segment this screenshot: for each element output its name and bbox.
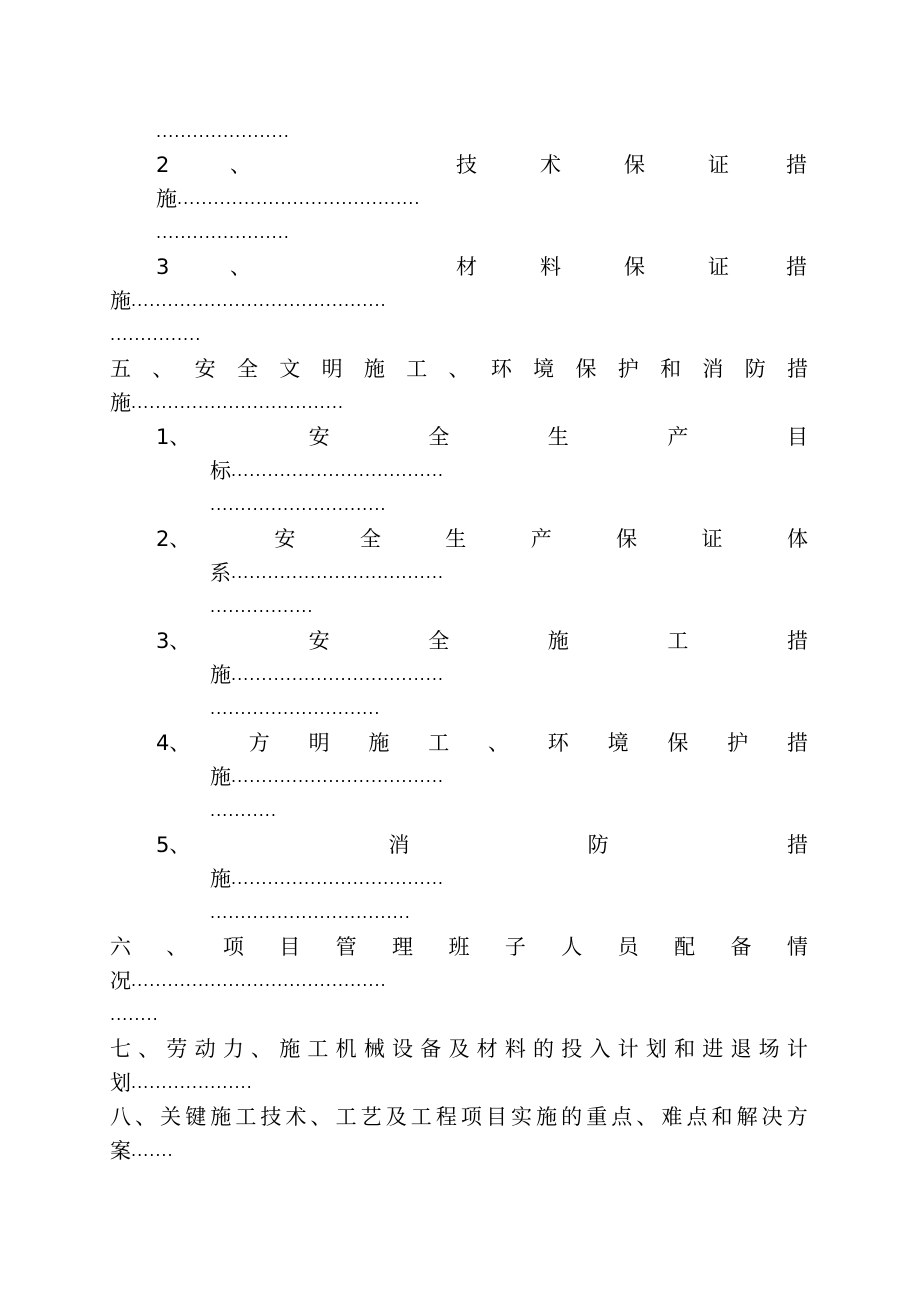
leader-dots: ...................... <box>156 223 290 242</box>
entry-char: 程 <box>435 1105 457 1129</box>
entry-head-char: 况 <box>110 969 131 993</box>
toc-entry-5-5[interactable] <box>156 828 808 862</box>
entry-char: 安 <box>194 357 216 381</box>
entry-char: 和 <box>711 1105 733 1129</box>
entry-char: 、 <box>152 357 174 381</box>
leader-dots: .................... <box>131 1073 253 1092</box>
toc-line-cont <box>110 1066 253 1100</box>
toc-line-cont <box>110 386 344 420</box>
toc-entry-5-2[interactable] <box>156 522 808 556</box>
entry-char: 明 <box>308 731 330 755</box>
entry-char: 证 <box>708 255 729 279</box>
entry-char: 目 <box>279 935 301 959</box>
entry-char: 施 <box>536 1105 558 1129</box>
entry-head-char: 划 <box>110 1071 131 1095</box>
entry-char: 六 <box>110 935 131 959</box>
entry-char: 保 <box>616 527 638 551</box>
entry-char: 和 <box>660 357 682 381</box>
entry-char: 关 <box>160 1105 182 1129</box>
entry-char: 施 <box>363 357 385 381</box>
leader-dots: ................................... <box>131 393 345 412</box>
entry-char: 配 <box>674 935 696 959</box>
toc-line-cont <box>210 556 444 590</box>
toc-entry-5[interactable] <box>110 352 808 386</box>
entry-char: 七 <box>110 1037 131 1061</box>
entry-char: 环 <box>490 357 512 381</box>
entry-char: 解 <box>736 1105 758 1129</box>
entry-char: 方 <box>248 731 270 755</box>
toc-entry-6[interactable] <box>110 930 808 964</box>
entry-char: 全 <box>428 425 450 449</box>
entry-char: 管 <box>335 935 357 959</box>
entry-number: 2 <box>156 153 170 177</box>
toc-line-cont <box>110 1134 174 1168</box>
entry-char: 施 <box>547 629 569 653</box>
entry-char: 目 <box>485 1105 507 1129</box>
entry-char: 实 <box>511 1105 532 1129</box>
entry-char: 、 <box>487 731 509 755</box>
toc-entry-5-1[interactable] <box>156 420 808 454</box>
entry-number: 3、 <box>156 629 191 653</box>
leader-dots: ...................... <box>156 122 290 141</box>
entry-char: 方 <box>786 1105 808 1129</box>
toc-line-dots <box>156 216 290 250</box>
entry-char: 目 <box>786 425 808 449</box>
entry-char: 械 <box>363 1037 385 1061</box>
entry-char: 、 <box>135 1105 157 1129</box>
entry-char: 安 <box>308 629 330 653</box>
entry-number: 3 <box>156 255 170 279</box>
entry-char: 、 <box>251 1037 273 1061</box>
entry-char: 明 <box>321 357 343 381</box>
entry-char: 全 <box>359 527 381 551</box>
toc-line-cont <box>210 760 444 794</box>
entry-char: 工 <box>428 731 450 755</box>
entry-char: 、 <box>636 1105 658 1129</box>
entry-char: 技 <box>260 1105 282 1129</box>
entry-head-char: 施 <box>156 187 177 211</box>
entry-char: 生 <box>445 527 467 551</box>
leader-dots: ............... <box>110 325 202 344</box>
entry-char: 施 <box>210 1105 232 1129</box>
entry-head-char: 系 <box>210 561 231 585</box>
entry-char: 措 <box>786 629 808 653</box>
entry-char: 的 <box>561 1105 583 1129</box>
entry-char: 施 <box>279 1037 301 1061</box>
entry-char: 、 <box>138 1037 160 1061</box>
toc-entry-5-3[interactable] <box>156 624 808 658</box>
entry-char: 动 <box>194 1037 216 1061</box>
entry-char: 产 <box>530 527 552 551</box>
entry-char: 措 <box>786 255 807 279</box>
entry-char: 及 <box>385 1105 407 1129</box>
leader-dots: ................................... <box>231 563 445 582</box>
entry-char: 重 <box>586 1105 608 1129</box>
entry-char: 八 <box>110 1105 131 1129</box>
entry-char: 保 <box>667 731 689 755</box>
toc-line-cont <box>210 454 444 488</box>
entry-char: 五 <box>110 357 131 381</box>
entry-char: 保 <box>624 255 645 279</box>
entry-number: 2、 <box>156 527 191 551</box>
toc-entry-4-3[interactable] <box>156 250 808 284</box>
entry-char: 防 <box>587 833 609 857</box>
leader-dots: ................................... <box>231 665 445 684</box>
entry-char: 证 <box>701 527 723 551</box>
leader-dots: .......................................... <box>131 971 387 990</box>
entry-char: 备 <box>730 935 752 959</box>
entry-char: 全 <box>428 629 450 653</box>
entry-char: 退 <box>730 1037 752 1061</box>
toc-line-cont <box>210 658 444 692</box>
leader-dots: ........... <box>210 801 277 820</box>
leader-dots: .......................................... <box>131 291 387 310</box>
entry-char: 点 <box>611 1105 633 1129</box>
entry-char: 备 <box>420 1037 442 1061</box>
toc-entry-5-4[interactable] <box>156 726 808 760</box>
entry-char: 施 <box>368 731 390 755</box>
entry-separator: 、 <box>230 153 251 177</box>
entry-head-char: 施 <box>210 663 231 687</box>
entry-char: 项 <box>460 1105 482 1129</box>
entry-char: 术 <box>540 153 561 177</box>
entry-char: 环 <box>547 731 569 755</box>
entry-char: 措 <box>786 731 808 755</box>
entry-char: 决 <box>761 1105 783 1129</box>
entry-char: 工 <box>307 1037 329 1061</box>
entry-char: 场 <box>758 1037 780 1061</box>
entry-char: 生 <box>547 425 569 449</box>
entry-head-char: 标 <box>210 459 231 483</box>
entry-char: 工 <box>235 1105 257 1129</box>
entry-char: 工 <box>667 629 689 653</box>
toc-line-dots <box>210 488 387 522</box>
toc-entry-4-2[interactable] <box>156 148 808 182</box>
entry-char: 措 <box>787 357 808 381</box>
leader-dots: ................................... <box>231 869 445 888</box>
entry-char: 保 <box>575 357 597 381</box>
entry-char: 键 <box>185 1105 207 1129</box>
entry-char: 保 <box>624 153 645 177</box>
toc-entry-7[interactable] <box>110 1032 808 1066</box>
toc-line-cont <box>110 964 387 998</box>
toc-line-dots <box>156 115 290 149</box>
entry-number: 5、 <box>156 833 191 857</box>
entry-char: 境 <box>607 731 629 755</box>
entry-char: 护 <box>617 357 639 381</box>
entry-char: 子 <box>504 935 526 959</box>
entry-char: 证 <box>708 153 729 177</box>
entry-char: 员 <box>617 935 639 959</box>
entry-char: 消 <box>702 357 724 381</box>
entry-char: 入 <box>589 1037 611 1061</box>
entry-char: 难 <box>661 1105 683 1129</box>
entry-head-char: 施 <box>210 765 231 789</box>
entry-char: 机 <box>335 1037 357 1061</box>
entry-char: 设 <box>392 1037 414 1061</box>
entry-char: 工 <box>335 1105 357 1129</box>
entry-char: 技 <box>456 153 477 177</box>
entry-char: 点 <box>686 1105 708 1129</box>
entry-char: 料 <box>540 255 561 279</box>
entry-char: 工 <box>410 1105 432 1129</box>
toc-line-cont <box>110 284 387 318</box>
entry-char: 计 <box>617 1037 639 1061</box>
entry-char: 情 <box>786 935 808 959</box>
leader-dots: ........ <box>110 1005 159 1024</box>
toc-line-dots <box>210 590 313 624</box>
entry-head-char: 施 <box>210 867 231 891</box>
entry-char: 措 <box>786 833 808 857</box>
entry-char: 产 <box>667 425 689 449</box>
toc-line-cont <box>210 862 444 896</box>
entry-char: 安 <box>274 527 296 551</box>
entry-char: 、 <box>166 935 188 959</box>
entry-char: 劳 <box>166 1037 188 1061</box>
toc-line-dots <box>210 794 277 828</box>
entry-char: 境 <box>533 357 555 381</box>
entry-char: 班 <box>448 935 470 959</box>
entry-char: 安 <box>308 425 330 449</box>
entry-head-char: 施 <box>110 289 131 313</box>
entry-char: 及 <box>448 1037 470 1061</box>
entry-char: 消 <box>388 833 410 857</box>
entry-char: 工 <box>406 357 428 381</box>
entry-char: 术 <box>285 1105 307 1129</box>
leader-dots: ................................... <box>231 767 445 786</box>
entry-char: 艺 <box>360 1105 382 1129</box>
entry-char: 全 <box>236 357 258 381</box>
leader-dots: ................................... <box>231 461 445 480</box>
entry-head-char: 施 <box>110 391 131 415</box>
toc-line-dots <box>210 692 380 726</box>
entry-char: 理 <box>392 935 414 959</box>
entry-char: 和 <box>674 1037 696 1061</box>
entry-char: 进 <box>702 1037 724 1061</box>
entry-char: 投 <box>561 1037 583 1061</box>
toc-line-dots <box>110 318 201 352</box>
entry-char: 的 <box>533 1037 555 1061</box>
leader-dots: ............................ <box>210 699 381 718</box>
entry-number: 1、 <box>156 425 191 449</box>
toc-line-dots <box>110 998 159 1032</box>
leader-dots: ............................. <box>210 495 387 514</box>
entry-char: 计 <box>786 1037 808 1061</box>
entry-char: 体 <box>786 527 808 551</box>
entry-separator: 、 <box>230 255 251 279</box>
entry-char: 人 <box>561 935 583 959</box>
leader-dots: ........................................ <box>177 189 421 208</box>
entry-char: 防 <box>744 357 766 381</box>
entry-char: 料 <box>504 1037 526 1061</box>
entry-char: 、 <box>310 1105 332 1129</box>
leader-dots: ................. <box>210 597 314 616</box>
entry-char: 措 <box>786 153 807 177</box>
entry-char: 力 <box>222 1037 244 1061</box>
entry-char: 材 <box>456 255 477 279</box>
entry-char: 文 <box>279 357 301 381</box>
entry-char: 材 <box>476 1037 498 1061</box>
toc-line-cont <box>156 182 420 216</box>
leader-dots: ................................. <box>210 903 411 922</box>
entry-char: 划 <box>645 1037 667 1061</box>
toc-entry-8[interactable] <box>110 1100 808 1134</box>
entry-char: 护 <box>727 731 749 755</box>
entry-char: 、 <box>448 357 470 381</box>
entry-head-char: 案 <box>110 1139 131 1163</box>
leader-dots: ....... <box>131 1141 174 1160</box>
toc-line-dots <box>210 896 411 930</box>
entry-number: 4、 <box>156 731 191 755</box>
entry-char: 项 <box>222 935 244 959</box>
